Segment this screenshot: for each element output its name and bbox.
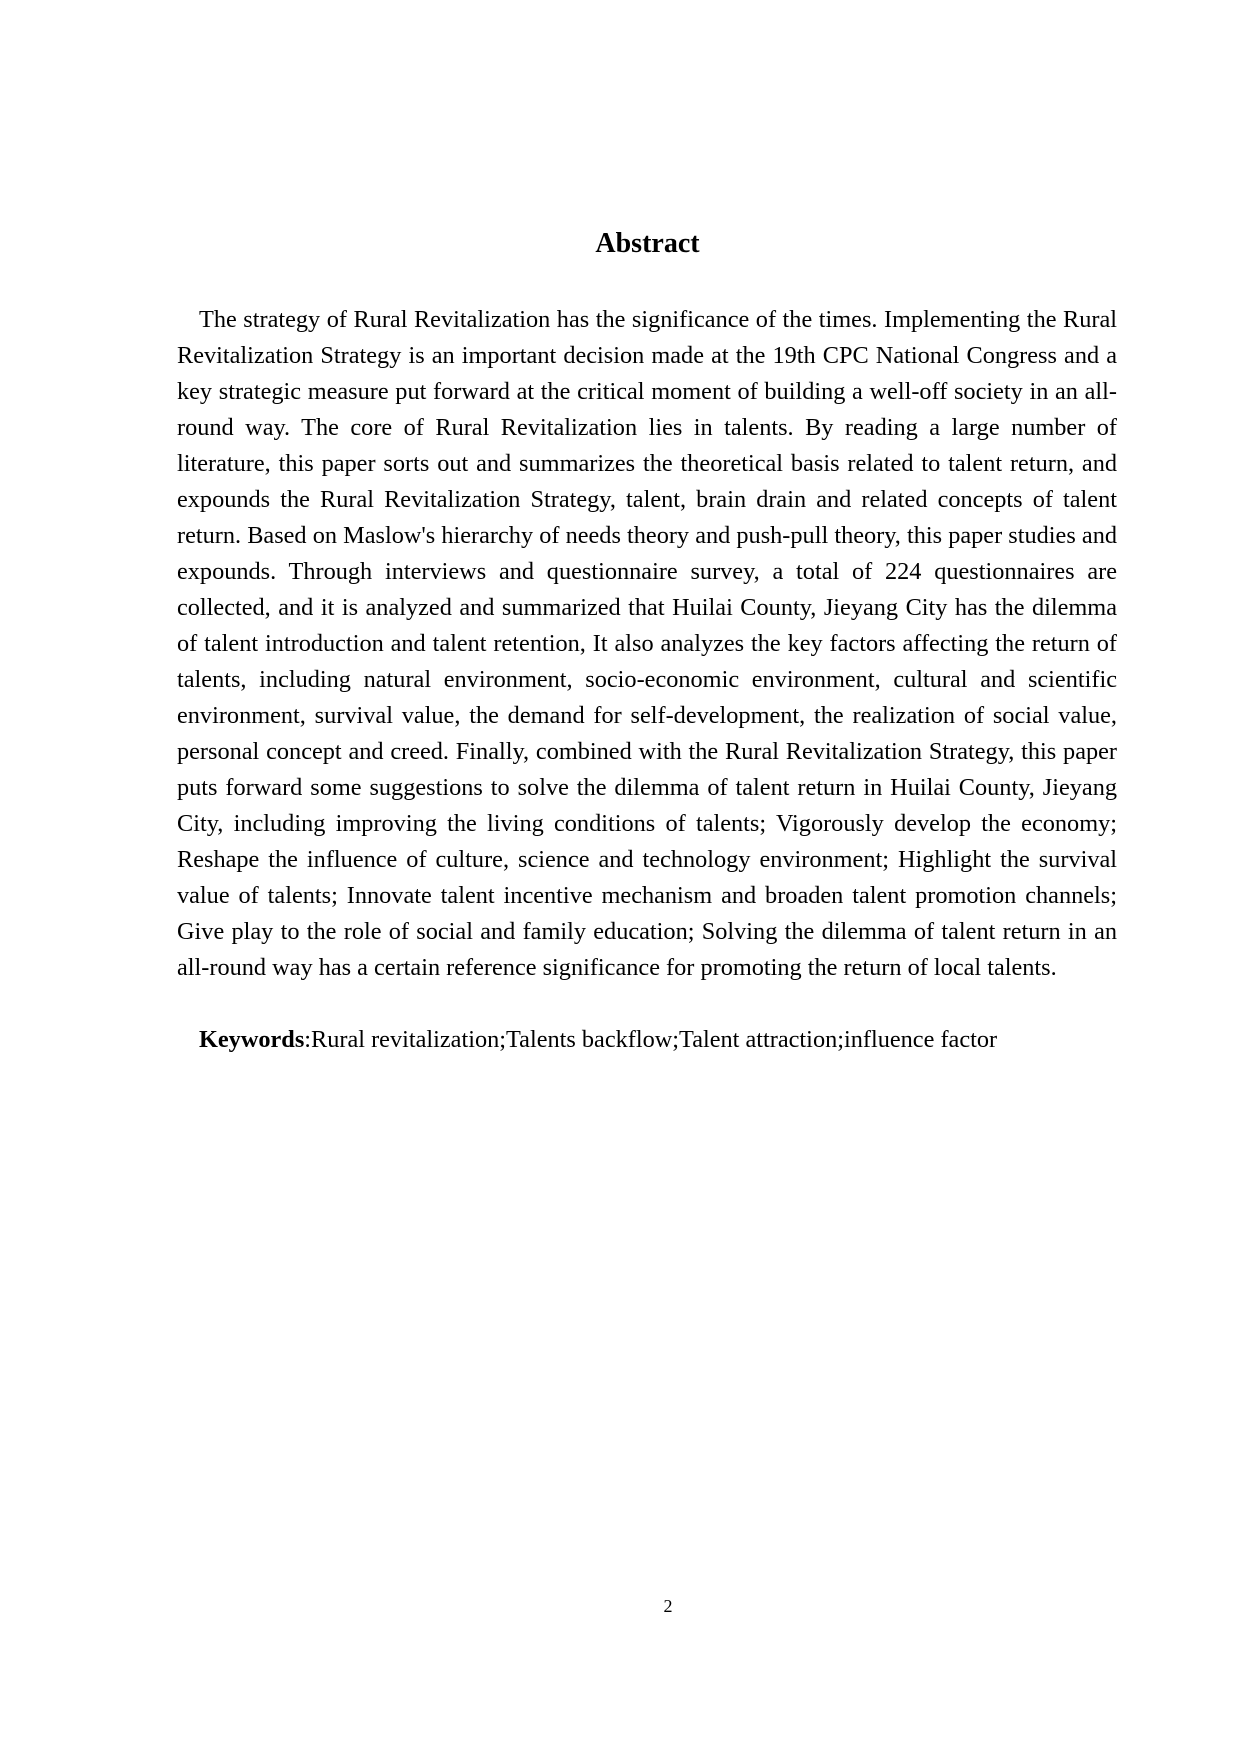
abstract-title: Abstract [595, 228, 700, 259]
keywords-line [199, 1022, 1139, 1058]
abstract-body: The strategy of Rural Revitalization has the significance of the times. Implementing the Rural Revitalization Strategy is an important decision made at the 19th CPC National Congress and a key strategic measure put forward at the critical moment of building a well-off society in an all-round way. The core of Rural Revitalization lies in talents. By reading a large number of literature, this paper sorts out and summarizes the theoretical basis related to talent return, and expounds the Rural Revitalization Strategy, talent, brain drain and related concepts of talent return. Based on Maslow's hierarchy of needs theory and push-pull theory, this paper studies and expounds. Through interviews and questionnaire survey, a total of 224 questionnaires are collected, and it is analyzed and summarized that Huilai County, Jieyang City has the dilemma of talent introduction and talent retention, It also analyzes the key factors affecting the return of talents, including natural environment, socio-economic environment, cultural and scientific environment, survival value, the demand for self-development, the realization of social value, personal concept and creed. Finally, combined with the Rural Revitalization Strategy, this paper puts forward some suggestions to solve the dilemma of talent return in Huilai County, Jieyang City, including improving the living conditions of talents; Vigorously develop the economy; Reshape the influence of culture, science and technology environment; Highlight the survival value of talents; Innovate talent incentive mechanism and broaden talent promotion channels; Give play to the role of social and family education; Solving the dilemma of talent return in an all-round way has a certain reference significance for promoting the return of local talents. [177, 306, 1117, 981]
keywords-label: Keywords [199, 1026, 305, 1053]
page-number: 2 [663, 1596, 673, 1616]
keywords-text: :Rural revitalization;Talents backflow;Talent attraction;influence factor [304, 1026, 998, 1053]
